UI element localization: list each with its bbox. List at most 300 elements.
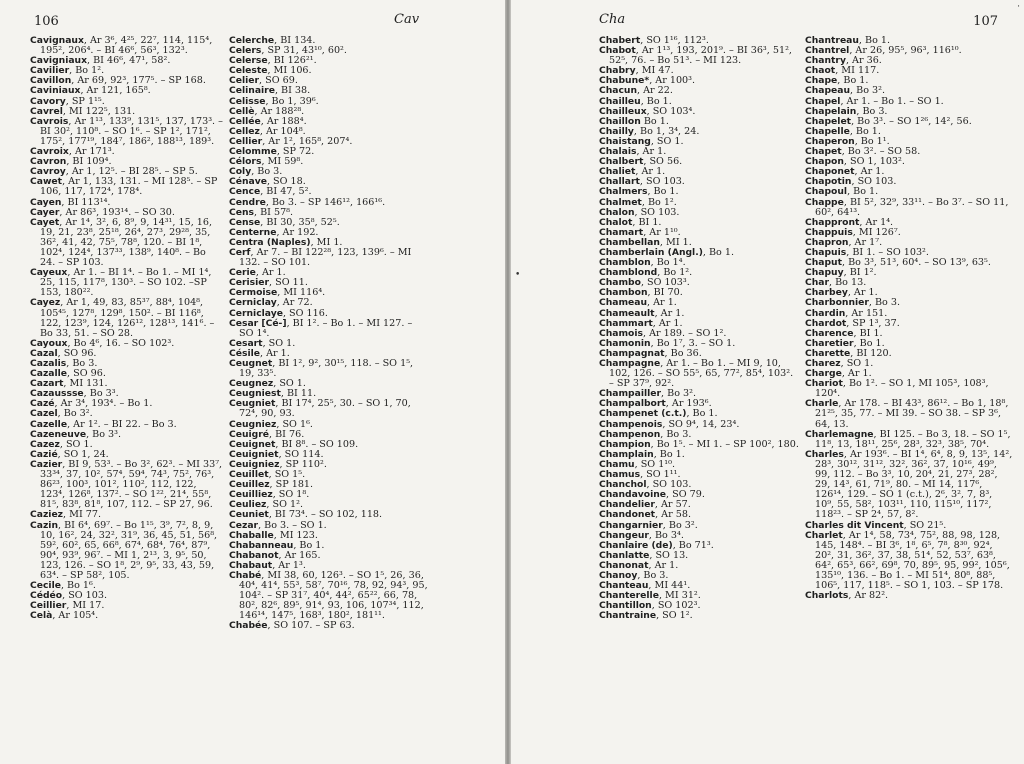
entry-name: Ceuigré (229, 428, 270, 440)
entry-name: Chaliet (599, 166, 636, 178)
entry-name: Caviniaux (30, 85, 81, 97)
entry-name: Char (805, 277, 830, 289)
entry-references: , MI 38, 60, 126³. – SO 1⁵, 26, 36, 40⁴, 41⁴, 55³, 58⁷, 70¹⁶, 78, 92, 94³, 95, 104². – SP 31⁷, 40⁴, 44², 65²², 66, 78, 80², 82⁶, 89⁵, 91⁴, 93, 106, 107³⁴, 112, 146¹⁴, 147⁵, 168³, 180², 181¹¹. (239, 569, 428, 622)
entry-references: , SO 56. (643, 156, 683, 168)
entry-name: Ceuillez (229, 479, 270, 491)
left-column-2 (229, 36, 429, 632)
entry-references: , MI 1. (310, 236, 343, 248)
entry-references: , Ar 104⁸. (259, 125, 306, 137)
entry-references: , BI 113¹⁴. (61, 196, 111, 208)
entry-references: , Bo 1. (686, 408, 718, 420)
entry-references: , BI 109⁴. (66, 156, 112, 168)
left-page-columns (30, 36, 499, 632)
entry-references: , Bo 1⁶. (60, 580, 96, 592)
entry-references: , SO 1. (273, 378, 306, 390)
entry-references: , BI 17⁴, 25⁵, 30. – SO 1, 70, 72⁴, 90, 93. (239, 398, 411, 420)
index-entry (599, 611, 799, 621)
entry-name: Cezar (229, 519, 259, 531)
entry-references: , Ar 192. (276, 226, 319, 238)
index-entry (229, 319, 429, 339)
entry-references: , Ar 82². (848, 590, 889, 602)
entry-references: , BI 47, 5². (260, 186, 312, 198)
entry-name: Ceuigniez (229, 458, 280, 470)
entry-references: , MI 106. (267, 65, 312, 77)
entry-name: Chappuis (805, 226, 853, 238)
entry-references: , Bo 1². (657, 267, 693, 279)
entry-name: Chapuis (805, 246, 847, 258)
entry-name: Chantraine (599, 610, 657, 622)
left-page-number: 106 (34, 14, 59, 29)
index-entry (599, 359, 799, 389)
index-entry (229, 621, 429, 631)
entry-name: Chabaut (229, 559, 273, 571)
entry-references: , SO 1, 24. (57, 448, 109, 460)
entry-name: Chaot (805, 65, 836, 77)
entry-name: Chabot (599, 45, 636, 57)
entry-name: Chappe (805, 196, 844, 208)
entry-name: Cawet (30, 176, 63, 188)
entry-name: Cazé (30, 398, 55, 410)
left-page (0, 0, 505, 764)
entry-references: , BI 5², 32⁹, 33¹¹. – Bo 3⁷. – SO 11, 60², 64¹³. (815, 196, 1009, 218)
entry-references: , MI 59⁸. (261, 156, 304, 168)
entry-name: Cayer (30, 206, 60, 218)
entry-name: Charbey (805, 287, 848, 299)
entry-references: , Ar 121, 165⁸. (80, 85, 151, 97)
entry-references: , Ar 1. (647, 297, 677, 309)
entry-name: Celerche (229, 35, 275, 46)
entry-name: Chanterelle (599, 590, 659, 602)
entry-name: Chanoy (599, 569, 638, 581)
entry-name: Cédéo (30, 590, 63, 602)
entry-references: , MI 117. (835, 65, 880, 77)
entry-references: , SO 18. (266, 176, 306, 188)
entry-references: , Ar 1. (841, 368, 872, 380)
entry-references: , SO 1⁸. (272, 489, 310, 501)
entry-name: Celinaire (229, 85, 275, 97)
entry-references: , Ar 1¹³, 133⁹, 131⁵, 137, 173³. – BI 30², 110⁸. – SO 1⁶. – SP 1², 171², 175², 177¹⁹, 184⁷, 186², 188¹³, 189³. (40, 115, 223, 147)
entry-name: Champenon (599, 428, 661, 440)
entry-references: , Bo 1. (640, 95, 672, 107)
entry-references: , Bo 1¹. (854, 135, 890, 147)
entry-name: Chacun (599, 85, 638, 97)
entry-references: , Ar 69, 92³, 177⁵. – SP 168. (71, 75, 206, 87)
entry-name: Chameau (599, 297, 648, 309)
entry-references: , Bo 3³, 51³, 60⁴. – SO 13⁹, 63⁵. (842, 257, 991, 269)
entry-references: , Bo 1². – SO 1, MI 105³, 108³, 120⁴. (815, 378, 989, 400)
entry-references: , MI 116⁴. (277, 287, 326, 299)
index-entry (30, 611, 223, 621)
entry-name: Chaillon (599, 115, 641, 127)
entry-name: Champenet (c.t.) (599, 408, 687, 420)
entry-name: Chamus (599, 469, 641, 481)
entry-name: Cellier (229, 135, 263, 147)
entry-name: Chabanneau (229, 539, 294, 551)
entry-name: Ceuillet (229, 469, 269, 481)
entry-name: Cazez (30, 438, 60, 450)
entry-name: Changarnier (599, 519, 663, 531)
entry-name: Cerf (229, 246, 251, 258)
entry-name: Champlain (599, 448, 654, 460)
entry-name: Ceugniez (229, 418, 277, 430)
entry-name: Ceuignet (229, 438, 276, 450)
entry-references: , SO 1, 103². (843, 156, 905, 168)
entry-name: Chamu (599, 458, 635, 470)
entry-name: Cayet (30, 216, 60, 228)
entry-name: Chape (805, 75, 838, 87)
entry-references: , Ar 1. – BI 1⁴. – Bo 1. – MI 1⁴, 25, 115, 117⁸, 130³. – SO 102. –SP 153, 180²². (40, 267, 212, 299)
entry-name: Chantillon (599, 600, 652, 612)
entry-references: , Bo 1. (853, 337, 885, 349)
index-entry (30, 117, 223, 147)
entry-name: Célors (229, 156, 262, 168)
entry-references: , SO 1. (262, 337, 296, 349)
entry-name: Cazié (30, 448, 58, 460)
entry-name: Ceugnet (229, 358, 273, 369)
left-running-head: Cav (394, 12, 420, 27)
entry-references: , BI 126²¹. (267, 55, 317, 67)
entry-name: Champion (599, 438, 651, 450)
entry-references: , BI 38. (274, 85, 311, 97)
entry-references: , Ar 1. (652, 317, 683, 329)
right-page-columns (599, 35, 1013, 622)
entry-references: , BI 70. (647, 287, 683, 299)
index-entry (805, 450, 1013, 521)
index-entry (599, 46, 799, 66)
entry-name: Cesar [Cé-] (229, 317, 287, 329)
entry-name: Cerisier (229, 277, 270, 289)
entry-name: Ceugniet (229, 398, 276, 410)
entry-name: Chanonat (599, 559, 649, 571)
entry-references: , Ar 1. (635, 166, 666, 178)
entry-references: , SO 1¹⁶, 112³. (640, 35, 709, 46)
entry-name: Chambon (599, 287, 648, 299)
entry-name: Chambellan (599, 236, 660, 248)
entry-references: , Bo 3⁴. (648, 529, 684, 541)
index-entry (805, 198, 1013, 218)
entry-name: Ceuliez (229, 499, 267, 511)
entry-name: Cazaussse (30, 388, 84, 400)
right-page-header (599, 10, 1010, 36)
right-column-1 (599, 36, 799, 621)
entry-name: Chantry (805, 55, 846, 67)
entry-name: Chamart (599, 226, 644, 238)
entry-references: , Ar 193⁶. – BI 1⁴, 6⁴, 8, 9, 13⁵, 14², 28³, 30¹², 31¹², 32², 36², 37, 10¹⁶, 49⁹, 99, 112. – Bo 3³, 10, 20⁴, 21, 27³, 28², 29, 14³, 61, 71⁹, 80. – MI 14, 117⁶, 126¹⁴, 129. – SO 1 (c.t.), 2⁶, 3², 7, 8³, 10⁹, 55, 58², 103¹¹, 110, 115¹⁰, 117², 118²³. – SP 2⁴, 57, 8². (815, 448, 1013, 521)
entry-name: Cazin (30, 519, 58, 531)
entry-references: , SO 103. (62, 590, 108, 602)
entry-name: Cellè (229, 105, 255, 117)
entry-name: Cendre (229, 196, 266, 208)
entry-references: , Ar 36. (845, 55, 882, 67)
entry-references: , MI 31². (658, 590, 701, 602)
index-entry (229, 399, 429, 419)
entry-name: Césile (229, 347, 260, 359)
entry-name: Chapeau (805, 85, 851, 97)
entry-name: Chailly (599, 125, 634, 137)
index-entry (805, 399, 1013, 429)
entry-name: Caziez (30, 509, 64, 521)
entry-references: , SO 1⁶. (276, 418, 313, 430)
index-entry (30, 268, 223, 298)
index-entry (30, 298, 223, 338)
entry-references: , Bo 1⁷, 3. – SO 1. (650, 337, 736, 349)
entry-name: Cayoux (30, 337, 68, 349)
entry-references: , SO 103⁴. (646, 105, 696, 117)
entry-references: , Bo 3. (66, 358, 98, 369)
entry-references: , Bo 3². (662, 519, 698, 531)
entry-name: Charles dit Vincent (805, 519, 904, 531)
entry-references: , Ar 1. (854, 166, 885, 178)
left-column-1 (30, 36, 223, 632)
entry-references: , Ar 1. (654, 307, 685, 319)
entry-name: Chanlaire (de) (599, 539, 673, 551)
entry-name: Chapoul (805, 186, 848, 198)
entry-name: Chanlatte (599, 549, 650, 561)
entry-name: Celeste (229, 65, 268, 77)
entry-references: , SO 11. (269, 277, 308, 289)
index-entry (805, 591, 1013, 601)
entry-name: Chabanot (229, 549, 279, 561)
entry-references: , Ar 151. (845, 307, 888, 319)
entry-name: Cazalis (30, 358, 67, 369)
entry-name: Cayen (30, 196, 62, 208)
entry-name: Cense (229, 216, 261, 228)
left-page-header (30, 10, 499, 36)
entry-references: , Bo 1². (69, 65, 105, 77)
entry-name: Cence (229, 186, 261, 198)
entry-references: , SO 114. (278, 448, 324, 460)
entry-references: , MI 122⁵, 131. (62, 105, 136, 117)
entry-name: Centerne (229, 226, 277, 238)
entry-references: , Ar 165. (278, 549, 321, 561)
entry-references: , Bo 3. (637, 569, 669, 581)
entry-references: , MI 47. (635, 65, 674, 77)
entry-name: Ceuniet (229, 509, 269, 521)
entry-name: Chapelet (805, 115, 852, 127)
right-column-2 (805, 36, 1013, 621)
entry-references: , SO 1. (59, 438, 93, 450)
entry-name: Celomme (229, 146, 277, 158)
index-entry (30, 177, 223, 197)
entry-name: Cazeneuve (30, 428, 87, 440)
entry-references: , BI 46⁶, 47¹, 58². (87, 55, 171, 67)
entry-references: , Ar 1, 133, 131. – MI 128⁵. – SP 106, 117, 172⁴, 178⁴. (40, 176, 218, 198)
entry-references: , Ar 1, 49, 83, 85³⁷, 88⁴, 104⁸, 105⁴⁵, 127⁸, 129⁸, 150². – BI 116⁸, 122, 123⁹, 124, 126¹², 128¹³, 141⁶. – Bo 33, 51. – SO 28. (40, 297, 215, 339)
entry-references: , Bo 1. (849, 125, 881, 137)
entry-references: , Ar 1¹³, 193, 201⁹. – BI 36³, 51², 52⁵, 76. – Bo 51³. – MI 123. (609, 45, 792, 67)
entry-references: , SO 1². (266, 499, 303, 511)
entry-references: , SO 1. (840, 358, 874, 369)
entry-references: , Ar 72. (276, 297, 313, 309)
entry-name: Chabry (599, 65, 636, 77)
entry-name: Cazelle (30, 418, 68, 430)
entry-name: Chantrel (805, 45, 850, 57)
entry-references: , BI 1. – SO 103². (846, 246, 929, 258)
entry-references: , Ar 1. (648, 559, 679, 571)
entry-name: Champagne (599, 358, 661, 369)
index-entry (30, 36, 223, 56)
entry-name: Chapelle (805, 125, 850, 137)
entry-references: , SP 1³, 37. (846, 317, 900, 329)
entry-references: , Bo 3³. – SO 1²⁶, 14², 56. (851, 115, 972, 127)
entry-name: Chalbert (599, 156, 644, 168)
entry-references: , SO 1. (650, 135, 684, 147)
entry-references: , SO 1⁵. (268, 469, 306, 481)
entry-references: , Bo 3². (661, 388, 697, 400)
entry-name: Charette (805, 347, 851, 359)
index-entry (229, 359, 429, 379)
entry-references: , Bo 71³. (672, 539, 714, 551)
entry-references: , BI 57⁸. (253, 206, 294, 218)
entry-references: , BI 73⁴. – SO 102, 118. (268, 509, 383, 521)
entry-name: Cazalle (30, 368, 68, 380)
entry-references: , Ar 171³. (68, 146, 115, 158)
entry-name: Cayez (30, 297, 61, 309)
entry-references: , Ar 58. (655, 509, 691, 521)
entry-references: , SO 21⁵. (903, 519, 947, 531)
entry-references: , MI 44¹. (648, 580, 691, 592)
entry-name: Chabert (599, 35, 641, 46)
entry-references: , Bo 3³. (86, 428, 122, 440)
entry-references: , Ar 1³. (272, 559, 306, 571)
entry-name: Cerniclaye (229, 307, 283, 319)
entry-references: , Bo 4⁶, 16. – SO 102³. (67, 337, 175, 349)
entry-references: , Bo 1. (653, 448, 685, 460)
entry-references: , BI 9, 53³. – Bo 3², 62³. – MI 33⁷, 33³⁴, 37, 10², 57⁴, 59⁴, 74³, 75², 76³, 86²³, 100³, 101², 110², 112, 122, 123⁴, 126⁸, 137². – SO 1²², 21⁴, 55⁸, 81⁵, 83⁸, 81⁸, 107, 112. – SP 27, 96. (40, 458, 223, 511)
entry-name: Cellée (229, 115, 261, 127)
right-page-number: 107 (973, 14, 998, 29)
entry-references: , Ar 1. (636, 146, 667, 158)
entry-references: , Ar 189. – SO 1². (643, 327, 727, 339)
entry-references: , SP 181. (269, 479, 314, 491)
index-entry (30, 218, 223, 268)
entry-references: , Ar 1¹⁰. (643, 226, 681, 238)
entry-references: , Bo 36. (664, 347, 702, 359)
entry-name: Charetier (805, 337, 854, 349)
entry-references: , SO 1². (656, 610, 693, 622)
entry-name: Cavilier (30, 65, 70, 77)
entry-name: Chapron (805, 236, 849, 248)
entry-name: Charlemagne (805, 428, 874, 440)
entry-name: Cavignaux (30, 35, 84, 46)
entry-references: , Bo 13. (829, 277, 867, 289)
entry-references: , Ar 1. (255, 267, 286, 279)
entry-name: Chapuy (805, 267, 844, 279)
right-running-head: Cha (599, 12, 626, 27)
entry-name: Chammart (599, 317, 653, 329)
entry-references: , SO 96. (67, 368, 106, 380)
entry-references: , SO 103. (646, 479, 692, 491)
entry-name: Chapon (805, 156, 844, 168)
entry-references: , SO 1¹⁰. (634, 458, 676, 470)
entry-name: Coly (229, 166, 252, 178)
index-entry (805, 430, 1013, 450)
entry-references: , BI 6⁴, 69⁷. – Bo 1¹⁵, 3⁹, 7², 8, 9, 10, 16², 24, 32², 31⁹, 36, 45, 51, 56⁸, 59², 60², 65, 66⁸, 67⁴, 68⁴, 76⁴, 87⁹, 90⁴, 93⁹, 96⁷. – MI 1, 2¹³, 3, 9⁵, 50, 123, 126. – SO 1⁸, 2⁹, 9⁵, 33, 43, 59, 63⁴. – SP 58², 105. (40, 519, 218, 581)
entry-references: , BI 134. (274, 35, 316, 46)
entry-references: , Ar 1. (847, 287, 878, 299)
entry-references: , BI 125. – Bo 3, 18. – SO 1⁵, 11⁸, 13, 18¹¹, 25⁶, 28³, 32³, 38⁵, 70⁴. (815, 428, 1011, 450)
entry-references: , SO 103. (851, 176, 897, 188)
entry-name: Chanteau (599, 580, 649, 592)
entry-name: Chardot (805, 317, 847, 329)
entry-name: Cellez (229, 125, 260, 137)
entry-references: , SO 13. (649, 549, 689, 561)
entry-references: , MI 131. (63, 378, 108, 390)
entry-references: , Ar 1, 12⁵. – BI 28⁵. – SP 5. (65, 166, 198, 178)
entry-name: Charles (805, 448, 844, 460)
entry-references: , SO 96. (57, 347, 97, 359)
entry-name: Chandelier (599, 499, 655, 511)
entry-name: Chamois (599, 327, 643, 339)
entry-name: Chaperon (805, 135, 855, 147)
entry-references: , Ar 3⁶, 4²⁵, 22⁷, 114, 115⁴, 195², 206⁴. – BI 46⁶, 56³, 132³. (40, 35, 213, 57)
entry-references: , SO 9⁴, 14, 23⁴. (662, 418, 740, 430)
entry-name: Cazier (30, 458, 63, 470)
entry-references: , Ar 1. (259, 347, 290, 359)
entry-references: , SP 110². (279, 458, 327, 470)
entry-name: Ceugnez (229, 378, 274, 390)
entry-name: Centra (Naples) (229, 236, 311, 248)
entry-references: , Ar 22. (637, 85, 673, 97)
entry-references: , Bo 3. (868, 297, 901, 309)
entry-name: Chandavoine (599, 489, 667, 501)
entry-references: , Bo 3. (660, 428, 692, 440)
entry-name: Cazel (30, 408, 58, 420)
entry-name: Chalon (599, 206, 635, 218)
entry-name: Cerie (229, 267, 256, 279)
entry-references: , BI 8⁸. – SO 109. (275, 438, 359, 450)
entry-name: Chariot (805, 378, 843, 390)
entry-name: Celisse (229, 95, 266, 107)
entry-references: Bo 1. (640, 115, 669, 127)
entry-references: , Ar 1⁴, 58, 73⁴, 75², 88, 98, 128, 145, 148⁴. – BI 3⁶, 1⁸, 6⁵, 7⁸, 8³⁰, 92⁴, 20², 31, 36², 37, 38, 51⁴, 52, 53⁷, 63⁸, 64², 65³, 66², 69⁸, 70, 89⁵, 95, 99², 105⁶, 135¹⁰, 136. – Bo 1. – MI 51⁴, 80⁸, 88⁵, 106⁵, 117, 118⁵. – SO 1, 103. – SP 178. (815, 529, 1010, 592)
entry-name: Chalmet (599, 196, 642, 208)
entry-name: Chailleux (599, 105, 647, 117)
entry-name: Charlet (805, 529, 843, 541)
entry-references: , BI 1², 9², 30¹⁵, 118. – SO 1⁵, 19, 33⁵. (239, 358, 414, 380)
entry-name: Cazal (30, 347, 58, 359)
index-entry (30, 460, 223, 510)
entry-name: Champailler (599, 388, 662, 400)
entry-name: Cesart (229, 337, 263, 349)
entry-references: , Bo 1. (847, 186, 879, 198)
entry-references: , Bo 1. (837, 75, 869, 87)
entry-name: Chardin (805, 307, 846, 319)
entry-name: Charlots (805, 590, 849, 602)
entry-references: , BI 11. (280, 388, 317, 400)
entry-name: Ceuigniet (229, 448, 279, 460)
entry-references: , BI 120. (850, 347, 892, 359)
entry-references: , Ar 1⁴, 3², 6, 8⁹, 9, 14³¹, 15, 16, 19, 21, 23⁸, 25¹⁸, 26⁴, 27³, 29²⁸, 35, 36², 41, 42, 75⁵, 78⁸, 120. – BI 1⁸, 102⁴, 124⁴, 137³³, 138⁹, 140⁸. – Bo 24. – SP 103. (40, 216, 213, 269)
entry-name: Chaballe (229, 529, 274, 541)
entry-name: Chapotin (805, 176, 852, 188)
entry-references: , Bo 1. (647, 186, 679, 198)
entry-name: Chamonin (599, 337, 651, 349)
entry-references: , SO 102³. (651, 600, 701, 612)
entry-name: Changeur (599, 529, 649, 541)
entry-name: Celà (30, 610, 53, 622)
entry-name: Ceugniest (229, 388, 281, 400)
entry-name: Chantreau (805, 35, 859, 46)
entry-references: , Ar 193⁶. (665, 398, 712, 410)
entry-references: , Ar 86³, 193¹⁴. – SO 30. (59, 206, 175, 218)
entry-name: Celerse (229, 55, 268, 67)
entry-references: , Ar 105⁴. (52, 610, 99, 622)
entry-name: Chapet (805, 146, 842, 158)
entry-name: Challart (599, 176, 640, 188)
entry-references: , Ar 188⁴. (260, 115, 307, 127)
entry-name: Chabune* (599, 75, 650, 87)
